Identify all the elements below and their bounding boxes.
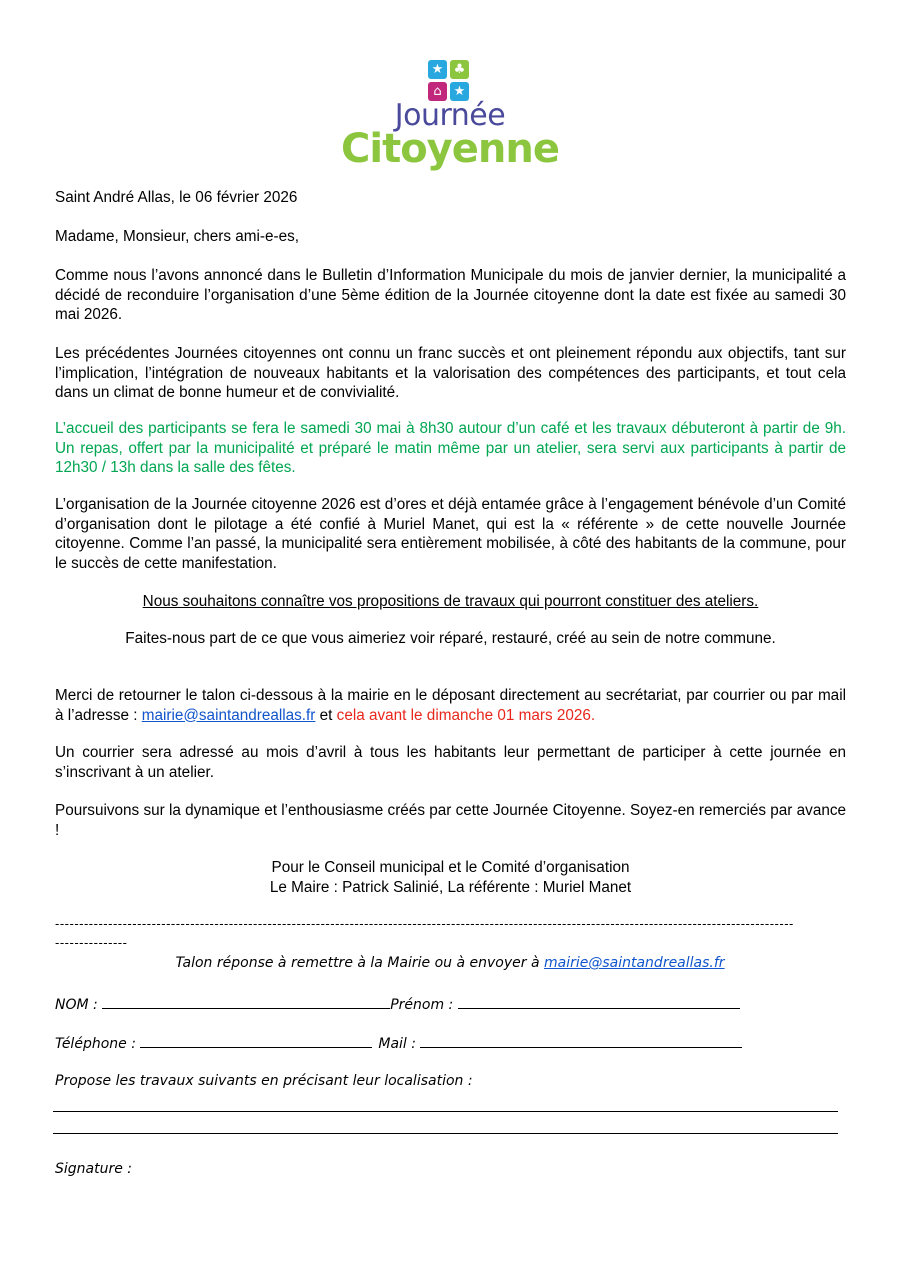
paragraph-thanks: Poursuivons sur la dynamique et l’enthousiasme créés par cette Journée Citoyenne. Soyez-en remerciés par avance ! (55, 802, 846, 839)
signature-line2: Le Maire : Patrick Salinié, La référente : Muriel Manet (269, 879, 632, 896)
mail-field[interactable] (420, 1033, 742, 1048)
salutation: Madame, Monsieur, chers ami-e-es, (55, 228, 299, 245)
nom-prenom-row (55, 994, 740, 1013)
house-icon: ⌂ (428, 82, 447, 101)
logo-icons (428, 60, 470, 102)
paragraph-return-instructions (55, 686, 846, 725)
cut-line: --------------------------------------------------------------------------------------------------------------------------------------------------------- (55, 916, 794, 931)
paragraph-organisation: L’organisation de la Journée citoyenne 2026 est d’ores et déjà entamée grâce à l’engagement bénévole d’un Comité d’organisation dont le pilotage a été confié à Muriel Manet, qui est la « référente » de cette nouvelle Journée citoyenne. Comme l’an passé, la municipalité sera entièrement mobilisée, à côté des habitants de la commune, pour le succès de cette manifestation. (55, 496, 846, 572)
paragraph-announcement: Comme nous l’avons annoncé dans le Bulletin d’Information Municipale du mois de janvier dernier, la municipalité a décidé de reconduire l’organisation d’une 5ème édition de la Journée citoyenne dont la date est fixée au samedi 30 mai 2026. (55, 267, 846, 323)
paragraph-mail-april: Un courrier sera adressé au mois d’avril à tous les habitants leur permettant de participer à cette journée en s’inscrivant à un atelier. (55, 744, 846, 781)
signature-label: Signature : (55, 1161, 133, 1177)
paragraph-schedule: L’accueil des participants se fera le samedi 30 mai à 8h30 autour d’un café et les travaux débuteront à partir de 9h. Un repas, offert par la municipalité et préparé le matin même par un atelier, sera servi aux participants à partir de 12h30 / 13h dans la salle des fêtes. (55, 420, 846, 476)
logo-title-line2: Citoyenne (341, 126, 559, 172)
journee-citoyenne-logo (340, 58, 560, 178)
talon-email-link[interactable]: mairie@saintandreallas.fr (543, 955, 725, 971)
paragraph-previous-editions: Les précédentes Journées citoyennes ont connu un franc succès et ont pleinement répondu aux objectifs, tant sur l’implication, l’intégration de nouveaux habitants et la valorisation des compétences des participants, et tout cela dans un climat de bonne humeur et de convivialité. (55, 345, 846, 401)
star-person-icon: ★ (450, 82, 469, 101)
return-instructions-text: Merci de retourner le talon ci-dessous à la mairie en le déposant directement au secrétariat, par courrier ou par mail à l’adresse : (55, 687, 846, 724)
signature-line1: Pour le Conseil municipal et le Comité d’organisation (271, 859, 630, 876)
star-person-icon: ★ (428, 60, 447, 79)
talon-title-text: Talon réponse à remettre à la Mairie ou à envoyer à (175, 955, 544, 971)
travaux-line-1[interactable] (53, 1111, 838, 1112)
mairie-email-link[interactable]: mairie@saintandreallas.fr (141, 706, 316, 724)
travaux-label: Propose les travaux suivants en précisant leur localisation : (55, 1073, 473, 1089)
return-conjunction: et (315, 706, 337, 724)
mail-label: Mail : (378, 1036, 421, 1052)
telephone-mail-row (55, 1033, 742, 1052)
deadline-text: cela avant le dimanche 01 mars 2026. (336, 706, 596, 724)
place-date: Saint André Allas, le 06 février 2026 (55, 189, 298, 206)
prenom-label: Prénom : (390, 997, 458, 1013)
telephone-label: Téléphone : (55, 1036, 141, 1052)
callout-proposals: Nous souhaitons connaître vos propositions de travaux qui pourront constituer des ateliers. (142, 593, 759, 610)
travaux-line-2[interactable] (53, 1133, 838, 1134)
cut-line-continued: --------------- (55, 935, 128, 950)
nom-field[interactable] (102, 994, 390, 1009)
tree-icon: ♣ (450, 60, 469, 79)
nom-label: NOM : (55, 997, 103, 1013)
talon-title (0, 955, 900, 971)
prenom-field[interactable] (458, 994, 740, 1009)
logo-title-line1: Journée (394, 98, 506, 133)
telephone-field[interactable] (140, 1033, 372, 1048)
callout-ideas: Faites-nous part de ce que vous aimeriez voir réparé, restauré, créé au sein de notre commune. (125, 630, 776, 647)
